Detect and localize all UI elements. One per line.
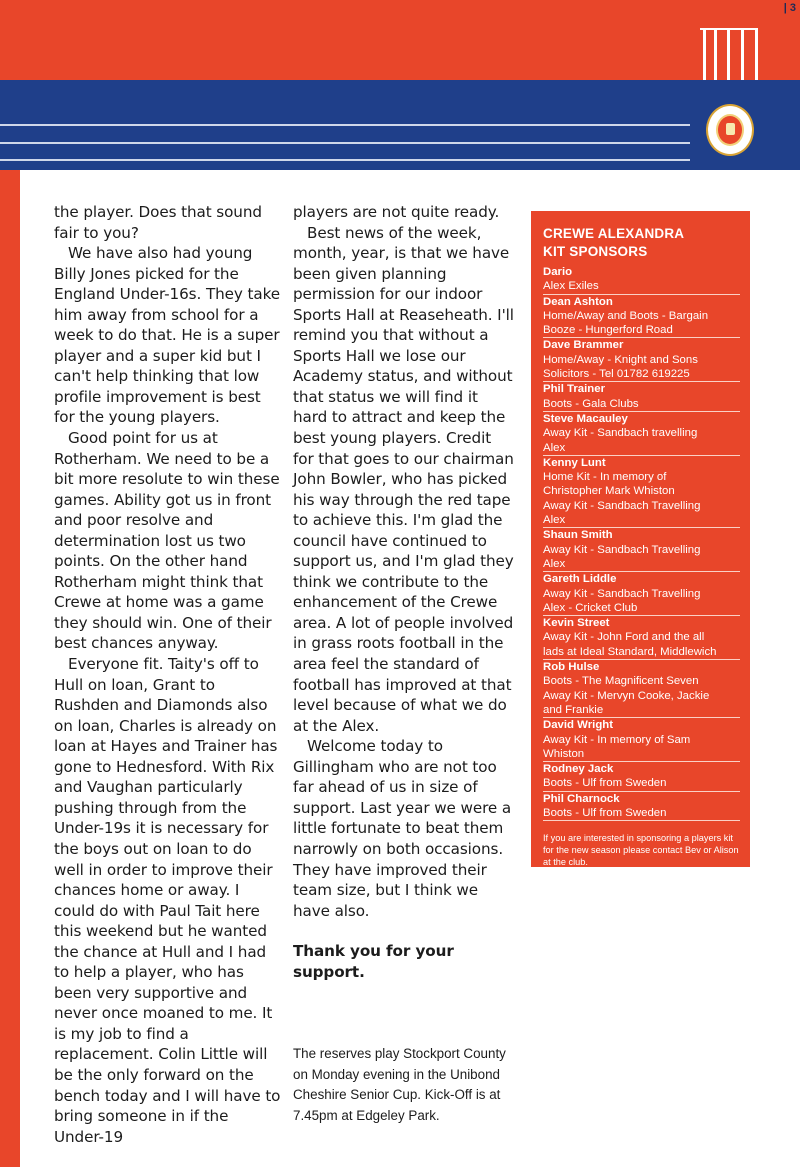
sponsor-player-name: Phil Trainer xyxy=(543,383,606,396)
page-number: | 3 xyxy=(783,2,796,14)
sponsor-player-name: Rob Hulse xyxy=(543,661,600,674)
kit-sponsors-box xyxy=(531,211,750,867)
sponsor-entry xyxy=(543,412,740,456)
header-stripe xyxy=(741,28,744,80)
article-column-1 xyxy=(54,202,282,1147)
sponsor-detail: Home/Away - Knight and Sons xyxy=(543,353,698,366)
header-stripe xyxy=(714,28,717,80)
paragraph: players are not quite ready. xyxy=(293,203,500,221)
sponsor-detail: and Frankie xyxy=(543,703,604,716)
sponsor-detail: Home Kit - In memory of xyxy=(543,471,667,484)
paragraph: Good point for us at Rotherham. We need to be a bit more resolute to win these games. Ability got us in front and poor resolve and determination lost us two points. On the other hand Rotherham might think that Crewe at home was a game they should win. One of their best chances anyway. xyxy=(54,429,280,653)
sponsor-player-name: Steve Macauley xyxy=(543,412,628,425)
header-stripe-top xyxy=(700,28,758,30)
sponsor-detail: Alex - Cricket Club xyxy=(543,601,638,614)
sponsor-player-name: David Wright xyxy=(543,719,614,732)
sponsor-entry xyxy=(543,718,740,762)
paragraph: Everyone fit. Taity's off to Hull on loan, Grant to Rushden and Diamonds also on loan, Charles is already on loan at Hayes and Trainer has gone to Hednesford. With Rix and Vaughan particularly pushing through from the Under-19s it is necessary for the boys out on loan to do well in order to improve their chances home or away. I could do with Paul Tait here this weekend but he wanted the chance at Hull and I had to help a player, who has been very supportive and never once moaned to me. It is my job to find a replacement. Colin Little will be the only forward on the bench today and I will have to bring someone in if the Under-19 xyxy=(54,655,281,1146)
sponsor-entry xyxy=(543,762,740,792)
sponsor-detail: Home/Away and Boots - Bargain xyxy=(543,309,709,322)
sponsor-entry xyxy=(543,572,740,616)
paragraph: We have also had young Billy Jones picked for the England Under-16s. They take him away from school for a week to do that. He is a super player and a super kid but I can't help thinking that low profile improvement is best for the young players. xyxy=(54,244,280,427)
sponsor-entry xyxy=(543,616,740,660)
sponsor-entry xyxy=(543,528,740,572)
thank-you-note: Thank you for your support. xyxy=(293,942,454,981)
article-column-2 xyxy=(293,202,515,982)
sponsor-detail: Away Kit - Sandbach Travelling xyxy=(543,499,701,512)
sponsors-title: CREWE ALEXANDRA KIT SPONSORS xyxy=(543,226,685,259)
sponsor-player-name: Dario xyxy=(543,266,573,278)
sponsors-list xyxy=(543,265,740,821)
sponsor-detail: Boots - Gala Clubs xyxy=(543,397,639,410)
header-stripe xyxy=(703,28,706,80)
sponsor-detail: Alex xyxy=(543,441,566,454)
sponsor-entry xyxy=(543,338,740,382)
paragraph: the player. Does that sound fair to you? xyxy=(54,203,262,242)
sponsor-detail: Away Kit - Sandbach Travelling xyxy=(543,587,701,600)
sponsor-detail: Whiston xyxy=(543,747,585,760)
sponsor-player-name: Phil Charnock xyxy=(543,792,620,805)
sponsor-detail: Away Kit - In memory of Sam xyxy=(543,733,691,746)
sponsor-detail: Alex xyxy=(543,514,566,527)
sponsor-entry xyxy=(543,382,740,412)
sponsor-detail: Alex Exiles xyxy=(543,280,599,293)
sponsor-detail: Boots - The Magnificent Seven xyxy=(543,675,699,688)
header-blue-line xyxy=(0,124,690,126)
sponsor-detail: Away Kit - Sandbach travelling xyxy=(543,427,698,440)
header-blue-line xyxy=(0,142,690,144)
sponsor-detail: Away Kit - Sandbach Travelling xyxy=(543,543,701,556)
sponsor-detail: Boots - Ulf from Sweden xyxy=(543,806,667,819)
paragraph: Best news of the week, month, year, is that we have been given planning permission for our indoor Sports Hall at Reaseheath. I'll remind you that without a Sports Hall we lose our Academy status, and without that status we will find it hard to attract and keep the best young players. Credit for that goes to our chairman John Bowler, who has picked his way through the red tape to achieve this. I'm glad the council have continued to support us, and I'm glad they think we contribute to the enhancement of the Crewe area. A lot of people involved in grass roots football in the area feel the standard of football has improved at that level because of what we do at the Alex. xyxy=(293,223,514,735)
sponsor-entry xyxy=(543,792,740,822)
sponsor-player-name: Rodney Jack xyxy=(543,763,614,776)
reserves-fixture-note: The reserves play Stockport County on Monday evening in the Unibond Cheshire Senior Cup. Kick-Off is at 7.45pm at Edgeley Park. xyxy=(293,1046,506,1123)
header-stripe xyxy=(727,28,730,80)
header-blue-line xyxy=(0,159,690,161)
sponsor-detail: lads at Ideal Standard, Middlewich xyxy=(543,645,717,658)
sponsor-player-name: Gareth Liddle xyxy=(543,573,617,586)
sponsor-player-name: Dean Ashton xyxy=(543,295,613,308)
sponsor-detail: Booze - Hungerford Road xyxy=(543,324,673,337)
header-stripe xyxy=(755,28,758,80)
sponsor-entry xyxy=(543,456,740,528)
sponsor-detail: Away Kit - John Ford and the all xyxy=(543,631,705,644)
sponsorship-note: If you are interested in sponsoring a players kit for the new season please contact Bev or Alison at the club. xyxy=(543,833,739,867)
left-red-margin xyxy=(0,170,20,1167)
sponsor-detail: Solicitors - Tel 01782 619225 xyxy=(543,368,690,381)
sponsor-player-name: Kevin Street xyxy=(543,617,610,630)
sponsor-detail: Boots - Ulf from Sweden xyxy=(543,777,667,790)
header-red-band xyxy=(0,0,800,80)
sponsor-detail: Away Kit - Mervyn Cooke, Jackie xyxy=(543,689,710,702)
sponsor-player-name: Dave Brammer xyxy=(543,339,624,352)
sponsor-player-name: Shaun Smith xyxy=(543,529,613,542)
paragraph: Welcome today to Gillingham who are not too far ahead of us in size of support. Last year we were a little fortunate to beat them narrowly on both occasions. They have improved their team size, but I think we have also. xyxy=(293,737,512,920)
sponsor-player-name: Kenny Lunt xyxy=(543,456,606,469)
sponsor-detail: Christopher Mark Whiston xyxy=(543,485,675,498)
sponsor-entry xyxy=(543,660,740,718)
sponsor-entry xyxy=(543,265,740,295)
sponsor-detail: Alex xyxy=(543,557,566,570)
club-crest-icon xyxy=(706,104,754,156)
sponsor-entry xyxy=(543,295,740,339)
